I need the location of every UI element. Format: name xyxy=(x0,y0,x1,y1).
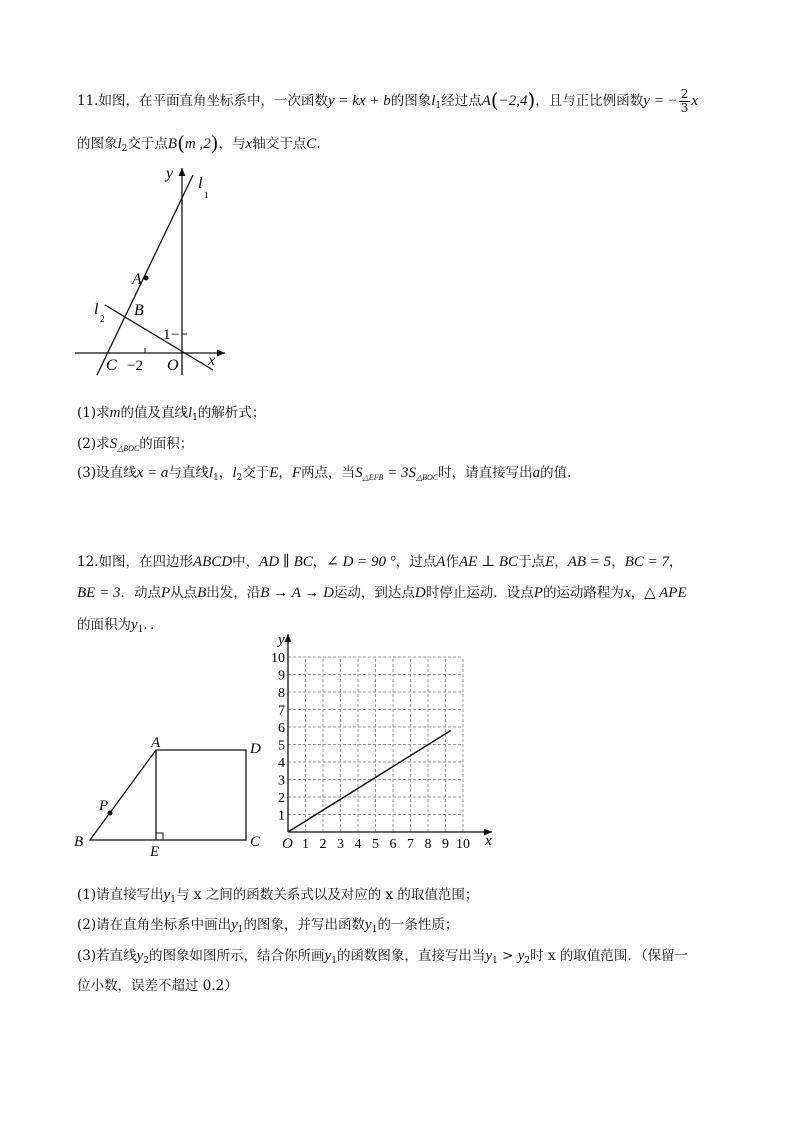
q12-quadrilateral-figure xyxy=(72,735,272,860)
q11-part2: (2)求$S_{\triangle BOC}$的面积； xyxy=(77,436,194,453)
y-axis-arrow xyxy=(179,168,186,176)
grid-y-tick-label: 1 xyxy=(278,808,285,824)
grid-y-tick-label: 3 xyxy=(278,773,285,789)
q12-part3: (3)若直线$y_2$的图象如图所示，结合你所画$y_1$的函数图象，直接写出当$y_1 > y_2$时 x 的取值范围．（保留一 xyxy=(77,948,689,966)
q12-stem-line2: BE = 3．动点P从点B出发，沿B → A → D运动，到达点D时停止运动．设点P的运动路程为x，△ APE xyxy=(77,585,687,601)
q11-figure xyxy=(75,160,235,380)
q11-stem-line1: 11.如图，在平面直角坐标系中，一次函数y = kx + b的图象$l_1$经过点A(−2,4)，且与正比例函数y = − $\frac{2}{3}$ x xyxy=(77,87,698,115)
x-axis-label: x xyxy=(208,352,216,369)
label-e: E xyxy=(150,844,160,860)
grid-x-tick-label: 6 xyxy=(389,837,397,852)
quad-abcd xyxy=(90,750,246,840)
l2-sub: 2 xyxy=(100,314,105,324)
label-d: D xyxy=(250,741,261,757)
label-c: C xyxy=(106,357,117,374)
grid-origin-label: O xyxy=(282,836,293,852)
l1-label: l xyxy=(198,175,203,192)
grid-y-arrow xyxy=(285,634,292,642)
grid-y-tick-label: 7 xyxy=(278,703,285,719)
grid-y-tick-label: 9 xyxy=(278,668,285,684)
q12-part2: (2)请在直角坐标系中画出$y_1$的图象，并写出函数$y_1$的一条性质； xyxy=(77,917,459,935)
label-p: P xyxy=(99,798,109,814)
q11-stem-line2: 的图象$l_2$交于点B(m ,2)，与x轴交于点C. xyxy=(77,131,321,155)
label-b: B xyxy=(134,302,144,319)
line-l2 xyxy=(105,305,216,370)
q12-part3-cont: 位小数，误差不超过 0.2） xyxy=(77,978,238,994)
q11-part3: (3)设直线x = a与直线$l_1$，$l_2$交于E，F两点，当$S_{\triangle EFB} = 3S_{\triangle BOC}$时，请直接写出a的值. xyxy=(77,465,572,483)
grid-x-tick-label: 8 xyxy=(424,837,432,852)
grid-x-tick-label: 9 xyxy=(442,837,449,852)
l1-sub: 1 xyxy=(204,190,209,200)
x-axis-arrow xyxy=(217,350,225,357)
label-a: A xyxy=(151,735,161,751)
grid-x-tick-label: 1 xyxy=(302,837,309,852)
line-l1 xyxy=(97,175,193,375)
grid-x-tick-label: 10 xyxy=(456,837,470,852)
line-y2 xyxy=(288,731,451,833)
grid-y-tick-label: 10 xyxy=(271,651,285,666)
tick-label-1: 1 xyxy=(163,327,171,343)
grid-x-label: x xyxy=(485,833,492,849)
right-angle-mark xyxy=(156,833,163,840)
fraction-two-thirds: $\frac{2}{3}$ xyxy=(680,87,689,115)
q12-stem-line3: 的面积为$y_1$．． xyxy=(77,617,164,635)
label-o: O xyxy=(167,357,179,374)
q12-part1: (1)请直接写出$y_1$与 x 之间的函数关系式以及对应的 x 的取值范围； xyxy=(77,887,479,905)
y-axis-label: y xyxy=(166,165,174,182)
label-b: B xyxy=(74,834,84,850)
grid-x-tick-label: 4 xyxy=(354,837,362,852)
l2-label: l xyxy=(94,301,99,318)
q12-stem-line1: 12.如图，在四边形ABCD中，AD ∥ BC，∠ D = 90 °，过点A作AE ⊥ BC于点E，AB = 5，BC = 7， xyxy=(77,554,683,570)
grid-x-tick-label: 3 xyxy=(337,837,344,852)
q11-part1: (1)求m的值及直线$l_1$的解析式； xyxy=(77,405,266,423)
svg-text:−: − xyxy=(171,327,180,343)
grid-x-tick-label: 5 xyxy=(372,837,379,852)
grid-y-tick-label: 8 xyxy=(278,686,285,701)
q12-coordinate-grid xyxy=(260,630,500,855)
grid-y-tick-label: 4 xyxy=(278,756,285,771)
point-p xyxy=(108,811,113,816)
grid-x-tick-label: 7 xyxy=(407,837,414,852)
grid-x-tick-label: 2 xyxy=(319,837,327,852)
point-a xyxy=(144,276,149,281)
tick-label-neg2: −2 xyxy=(127,358,143,374)
grid-y-tick-label: 5 xyxy=(278,738,285,754)
grid-y-tick-label: 6 xyxy=(278,721,285,736)
label-a: A xyxy=(132,271,142,288)
grid-y-tick-label: 2 xyxy=(278,791,285,806)
label-c: C xyxy=(250,834,261,850)
grid-y-label: y xyxy=(278,632,285,648)
